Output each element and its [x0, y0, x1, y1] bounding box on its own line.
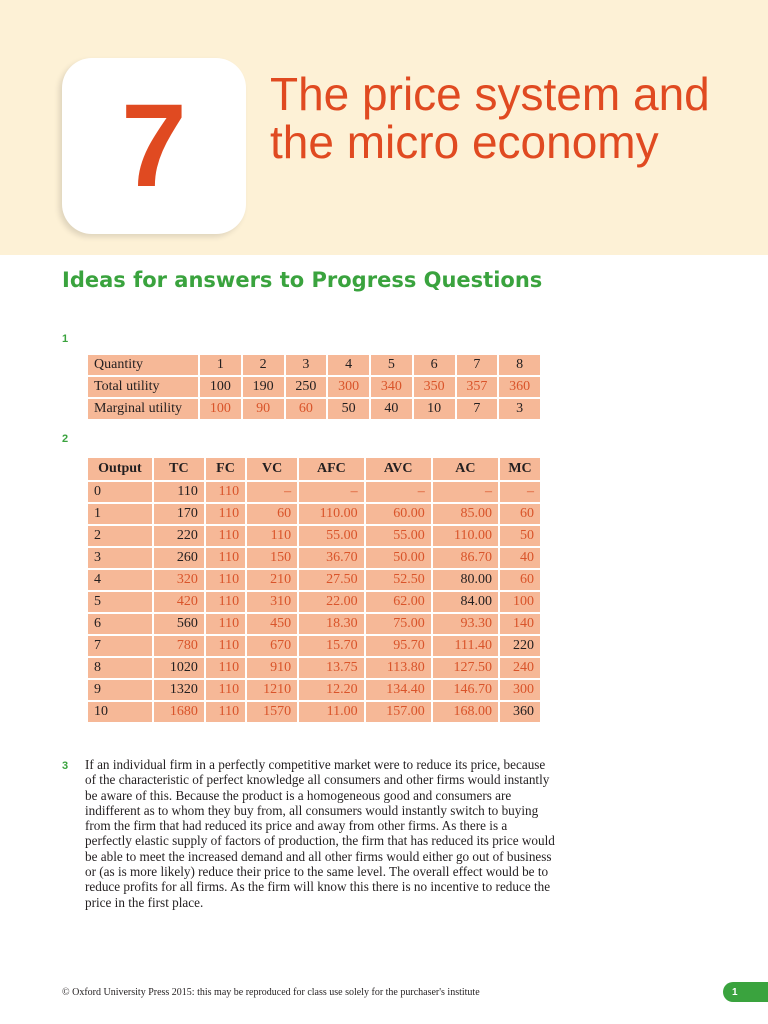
table-cell: 3 [498, 398, 541, 420]
table-cell: 134.40 [365, 679, 432, 701]
table-cell: 3 [285, 354, 328, 376]
table-cell: 110 [205, 481, 246, 503]
table-cell: 5 [370, 354, 413, 376]
table-cell: 300 [499, 679, 541, 701]
table-cell: 240 [499, 657, 541, 679]
output-cell: 0 [87, 481, 153, 503]
cost-table-row [87, 547, 541, 569]
table-cell: 1020 [153, 657, 205, 679]
table-cell: 110 [205, 525, 246, 547]
cost-table-row [87, 679, 541, 701]
table-cell: 6 [413, 354, 456, 376]
table-cell: 670 [246, 635, 298, 657]
utility-table-row [87, 398, 541, 420]
cost-table [86, 456, 542, 724]
column-header: TC [153, 457, 205, 481]
table-cell: 110 [153, 481, 205, 503]
table-cell: – [432, 481, 499, 503]
table-cell: 84.00 [432, 591, 499, 613]
table-cell: – [246, 481, 298, 503]
table-cell: 110 [205, 547, 246, 569]
column-header: AVC [365, 457, 432, 481]
table-cell: 1 [199, 354, 242, 376]
table-cell: 300 [327, 376, 370, 398]
table-cell: 60 [285, 398, 328, 420]
table-cell: 2 [242, 354, 285, 376]
utility-table-row [87, 376, 541, 398]
utility-table [86, 353, 542, 421]
column-header: FC [205, 457, 246, 481]
table-cell: 85.00 [432, 503, 499, 525]
table-cell: 110 [205, 679, 246, 701]
table-cell: 40 [370, 398, 413, 420]
table-cell: 310 [246, 591, 298, 613]
table-cell: 11.00 [298, 701, 364, 723]
table-cell: 75.00 [365, 613, 432, 635]
table-cell: 10 [413, 398, 456, 420]
page-number-tab: 1 [723, 982, 768, 1002]
utility-table-row [87, 354, 541, 376]
table-cell: 80.00 [432, 569, 499, 591]
column-header: MC [499, 457, 541, 481]
table-cell: 60 [499, 569, 541, 591]
table-cell: 220 [499, 635, 541, 657]
table-cell: 1320 [153, 679, 205, 701]
table-cell: 210 [246, 569, 298, 591]
table-cell: 15.70 [298, 635, 364, 657]
table-cell: – [298, 481, 364, 503]
column-header: AC [432, 457, 499, 481]
table-cell: 250 [285, 376, 328, 398]
table-cell: 50 [499, 525, 541, 547]
table-cell: 450 [246, 613, 298, 635]
question-number-2: 2 [62, 433, 69, 445]
table-cell: 560 [153, 613, 205, 635]
output-cell: 10 [87, 701, 153, 723]
cost-table-row [87, 503, 541, 525]
table-cell: 110 [205, 613, 246, 635]
table-cell: 110 [246, 525, 298, 547]
cost-table-row [87, 635, 541, 657]
table-cell: 27.50 [298, 569, 364, 591]
table-cell: 320 [153, 569, 205, 591]
table-cell: 52.50 [365, 569, 432, 591]
table-cell: 360 [498, 376, 541, 398]
output-cell: 8 [87, 657, 153, 679]
table-cell: 7 [456, 398, 499, 420]
cost-table-row [87, 613, 541, 635]
table-cell: 50.00 [365, 547, 432, 569]
chapter-title: The price system and the micro economy [270, 68, 710, 168]
table-cell: 55.00 [365, 525, 432, 547]
table-cell: 100 [499, 591, 541, 613]
table-cell: 220 [153, 525, 205, 547]
table-cell: 100 [199, 376, 242, 398]
table-cell: 55.00 [298, 525, 364, 547]
table-cell: 8 [498, 354, 541, 376]
output-cell: 5 [87, 591, 153, 613]
copyright-footer: © Oxford University Press 2015: this may be reproduced for class use solely for the purchaser's institute [62, 987, 480, 998]
table-cell: 168.00 [432, 701, 499, 723]
table-cell: 100 [199, 398, 242, 420]
table-cell: 111.40 [432, 635, 499, 657]
table-cell: 110 [205, 635, 246, 657]
cost-table-row [87, 657, 541, 679]
table-cell: 1570 [246, 701, 298, 723]
table-cell: – [499, 481, 541, 503]
table-cell: 90 [242, 398, 285, 420]
table-cell: 110 [205, 569, 246, 591]
row-label: Marginal utility [87, 398, 199, 420]
table-cell: 260 [153, 547, 205, 569]
table-cell: 150 [246, 547, 298, 569]
question-number-3: 3 [62, 760, 69, 772]
output-cell: 3 [87, 547, 153, 569]
chapter-number: 7 [121, 80, 187, 212]
table-cell: 357 [456, 376, 499, 398]
table-cell: 110 [205, 503, 246, 525]
column-header: VC [246, 457, 298, 481]
table-cell: 420 [153, 591, 205, 613]
table-cell: 110.00 [298, 503, 364, 525]
table-cell: 18.30 [298, 613, 364, 635]
table-cell: 110 [205, 701, 246, 723]
table-cell: 60.00 [365, 503, 432, 525]
section-heading: Ideas for answers to Progress Questions [62, 268, 543, 292]
column-header: Output [87, 457, 153, 481]
table-cell: 170 [153, 503, 205, 525]
row-label: Total utility [87, 376, 199, 398]
table-cell: 60 [499, 503, 541, 525]
answer-paragraph: If an individual firm in a perfectly competitive market were to reduce its price, because of the characteristic of perfect knowledge all consumers and other firms would instantly be aware of this. Because the product is a homogeneous good and consumers are indifferent as to whom they buy from, all consumers would instantly switch to buying from the firm that had reduced its price and away from other firms. As there is a perfectly elastic supply of factors of production, the firm that has reduced its price would be able to meet the increased demand and all other firms would either go out of business or (as is more likely) reduce their price to the same level. The overall effect would be to reduce profits for all firms. As the firm will know this there is no incentive to reduce the price in the first place. [85, 757, 555, 910]
question-number-1: 1 [62, 333, 69, 345]
output-cell: 4 [87, 569, 153, 591]
row-label: Quantity [87, 354, 199, 376]
table-cell: 110.00 [432, 525, 499, 547]
table-cell: 146.70 [432, 679, 499, 701]
output-cell: 1 [87, 503, 153, 525]
table-cell: 113.80 [365, 657, 432, 679]
output-cell: 2 [87, 525, 153, 547]
table-cell: 50 [327, 398, 370, 420]
cost-table-row [87, 569, 541, 591]
table-cell: – [365, 481, 432, 503]
table-cell: 190 [242, 376, 285, 398]
cost-table-row [87, 481, 541, 503]
table-cell: 140 [499, 613, 541, 635]
cost-table-row [87, 591, 541, 613]
table-cell: 62.00 [365, 591, 432, 613]
table-cell: 95.70 [365, 635, 432, 657]
table-cell: 360 [499, 701, 541, 723]
table-cell: 110 [205, 591, 246, 613]
table-cell: 13.75 [298, 657, 364, 679]
table-cell: 340 [370, 376, 413, 398]
table-cell: 910 [246, 657, 298, 679]
table-cell: 93.30 [432, 613, 499, 635]
table-cell: 86.70 [432, 547, 499, 569]
table-cell: 1210 [246, 679, 298, 701]
table-cell: 60 [246, 503, 298, 525]
table-cell: 4 [327, 354, 370, 376]
table-cell: 1680 [153, 701, 205, 723]
table-cell: 350 [413, 376, 456, 398]
output-cell: 6 [87, 613, 153, 635]
table-cell: 40 [499, 547, 541, 569]
output-cell: 9 [87, 679, 153, 701]
table-cell: 7 [456, 354, 499, 376]
table-cell: 157.00 [365, 701, 432, 723]
table-cell: 22.00 [298, 591, 364, 613]
column-header: AFC [298, 457, 364, 481]
cost-table-row [87, 525, 541, 547]
table-cell: 780 [153, 635, 205, 657]
table-cell: 36.70 [298, 547, 364, 569]
table-cell: 110 [205, 657, 246, 679]
table-cell: 12.20 [298, 679, 364, 701]
cost-table-row [87, 701, 541, 723]
output-cell: 7 [87, 635, 153, 657]
table-cell: 127.50 [432, 657, 499, 679]
